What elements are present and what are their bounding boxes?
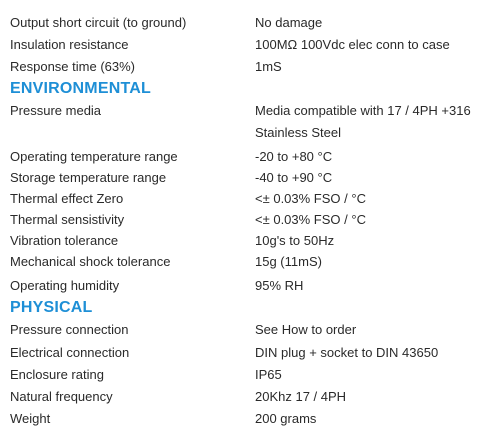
spec-label: Natural frequency <box>10 389 113 404</box>
spec-label: Operating temperature range <box>10 149 178 164</box>
spec-label: Vibration tolerance <box>10 233 119 248</box>
spec-row-enclosure-rating <box>0 365 501 385</box>
spec-value: 100MΩ 100Vdc elec conn to case <box>255 37 450 52</box>
section-heading-physical: PHYSICAL <box>10 299 93 316</box>
spec-label: Enclosure rating <box>10 367 104 382</box>
spec-label: Pressure connection <box>10 322 129 337</box>
spec-label: Output short circuit (to ground) <box>10 15 187 30</box>
spec-label: Mechanical shock tolerance <box>10 254 171 269</box>
spec-value: -40 to +90 °C <box>255 170 333 185</box>
spec-value: -20 to +80 °C <box>255 149 333 164</box>
spec-label: Thermal effect Zero <box>10 191 124 206</box>
spec-label: Pressure media <box>10 103 102 118</box>
spec-label: Operating humidity <box>10 278 120 293</box>
spec-row-output-short-circuit <box>0 13 501 33</box>
spec-row-mechanical-shock <box>0 252 501 272</box>
spec-row-operating-temperature <box>0 147 501 167</box>
spec-value: <± 0.03% FSO / °C <box>255 191 366 206</box>
section-heading-environmental: ENVIRONMENTAL <box>10 80 151 97</box>
spec-value: <± 0.03% FSO / °C <box>255 212 366 227</box>
spec-value: 10g's to 50Hz <box>255 233 335 248</box>
spec-label: Thermal sensistivity <box>10 212 125 227</box>
spec-value: Stainless Steel <box>255 125 341 140</box>
spec-value: 15g (11mS) <box>255 254 322 269</box>
spec-row-pressure-connection <box>0 320 501 340</box>
spec-row-operating-humidity <box>0 276 501 296</box>
spec-row-vibration-tolerance <box>0 231 501 251</box>
spec-value: 20Khz 17 / 4PH <box>255 389 347 404</box>
spec-row-pressure-media-continued <box>0 123 501 143</box>
spec-row-thermal-sensitivity <box>0 210 501 230</box>
spec-row-thermal-effect-zero <box>0 189 501 209</box>
spec-row-storage-temperature <box>0 168 501 188</box>
spec-row-electrical-connection <box>0 343 501 363</box>
spec-value: IP65 <box>255 367 282 382</box>
spec-label: Weight <box>10 411 51 426</box>
spec-row-weight <box>0 409 501 429</box>
spec-value: 95% RH <box>255 278 304 293</box>
spec-value: No damage <box>255 15 323 30</box>
spec-label: Storage temperature range <box>10 170 167 185</box>
spec-label: Electrical connection <box>10 345 130 360</box>
spec-row-insulation-resistance <box>0 35 501 55</box>
spec-label: Response time (63%) <box>10 59 135 74</box>
spec-row-natural-frequency <box>0 387 501 407</box>
spec-value: Media compatible with 17 / 4PH +316 <box>255 103 471 118</box>
spec-label: Insulation resistance <box>10 37 129 52</box>
spec-value: DIN plug + socket to DIN 43650 <box>255 345 439 360</box>
spec-value: 1mS <box>255 59 282 74</box>
spec-value: 200 grams <box>255 411 317 426</box>
spec-row-response-time <box>0 57 501 77</box>
spec-row-pressure-media <box>0 101 501 121</box>
spec-value: See How to order <box>255 322 357 337</box>
